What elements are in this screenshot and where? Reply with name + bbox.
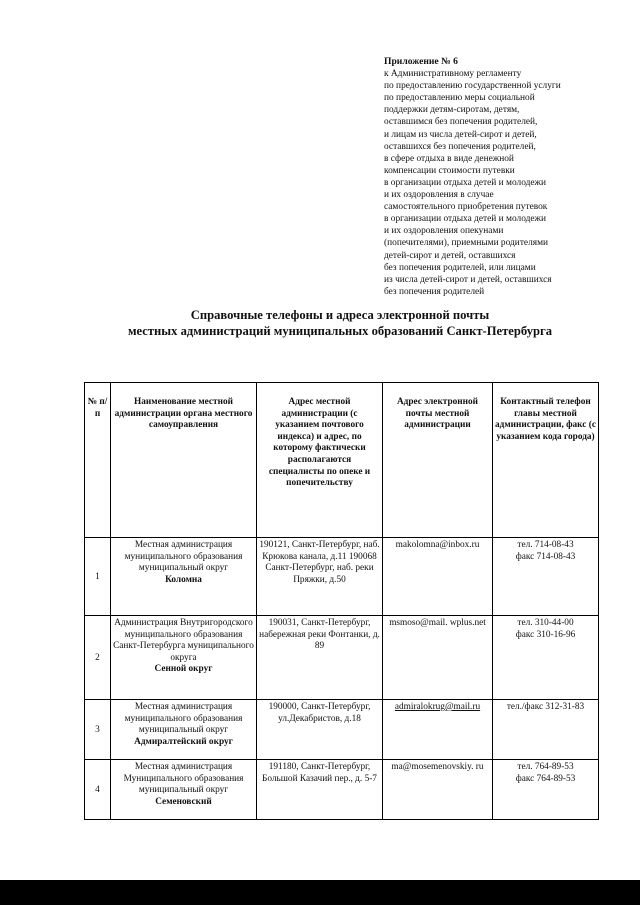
row-address: 190031, Санкт-Петербург, набережная реки Фонтанки, д. 89 [257,616,383,700]
appendix-line: оставшимся без попечения родителей, [384,117,538,128]
row-phone: тел./факс 312-31-83 [506,702,585,712]
row-name: Местная администрация Муниципального образования муниципальный округ [123,762,244,796]
appendix-line: по предоставлению меры социальной [384,93,535,104]
row-address: 190000, Санкт-Петербург, ул.Декабристов, д.18 [257,700,383,760]
row-phone: тел. 714-08-43 [517,540,574,550]
row-number: 4 [85,760,111,820]
row-fax: факс 714-08-43 [515,551,576,562]
header-email: Адрес электронной почты местной администрации [383,383,493,538]
table-row [85,616,599,700]
document-title-line: местных администраций муниципальных образований Санкт-Петербурга [127,324,553,338]
row-name-district: Сенной округ [154,664,213,675]
appendix-line: к Административному регламенту [384,69,522,80]
appendix-line: в организации отдыха детей и молодежи [384,177,547,188]
row-name-cell [111,700,257,760]
appendix-block [384,56,634,298]
appendix-line: и их оздоровления в случае [384,190,494,201]
row-name-district: Семеновский [155,796,212,807]
row-name-cell [111,538,257,616]
appendix-line: оставшихся без попечения родителей, [384,141,536,152]
appendix-line: (попечителями), приемными родителями [384,238,549,249]
appendix-line: самостоятельного приобретения путевок [384,202,548,213]
header-address: Адрес местной администрации (с указанием почтового индекса) и адрес, по которому фактически располагаются специалисты по опеке и попечительству [257,383,383,538]
appendix-line: без попечения родителей, или лицами [384,262,536,273]
header-name: Наименование местной администрации органа местного самоуправления [111,383,257,538]
row-phone: тел. 310-44-00 [517,618,574,628]
row-name: Местная администрация муниципального образования муниципальный округ [124,702,243,736]
row-number: 3 [85,700,111,760]
row-phone-cell [493,760,599,820]
row-name-cell [111,616,257,700]
row-name: Местная администрация муниципального образования муниципальный округ [124,540,243,574]
header-number: № п/п [85,383,111,538]
row-phone: тел. 764-89-53 [517,762,574,772]
table-row [85,760,599,820]
contacts-table [84,382,599,820]
row-fax: факс 764-89-53 [515,773,576,784]
row-phone-cell [493,700,599,760]
appendix-line: без попечения родителей [384,286,485,297]
appendix-line: и их оздоровления опекунами [384,226,504,237]
row-name-cell [111,760,257,820]
document-title [60,307,620,339]
document-title-line: Справочные телефоны и адреса электронной почты [190,308,490,322]
table-header-row [85,383,599,538]
row-name-district: Адмиралтейский округ [134,736,233,747]
header-phone: Контактный телефон главы местной администрации, факс (с указанием кода города) [493,383,599,538]
table-row [85,700,599,760]
appendix-line: и лицам из числа детей-сирот и детей, [384,129,537,140]
row-email: msmoso@mail. wplus.net [383,616,493,700]
row-number: 2 [85,616,111,700]
appendix-line: в сфере отдыха в виде денежной [384,153,514,164]
row-name: Администрация Внутригородского муниципального образования Санкт-Петербурга муниципального округа [113,618,254,663]
row-address: 191180, Санкт-Петербург, Большой Казачий пер., д. 5-7 [257,760,383,820]
appendix-title: Приложение № 6 [384,56,458,67]
row-number: 1 [85,538,111,616]
appendix-line: по предоставлению государственной услуги [384,81,561,92]
row-email[interactable]: admiralokrug@mail.ru [383,700,493,760]
appendix-line: из числа детей-сирот и детей, оставшихся [384,274,552,285]
row-phone-cell [493,538,599,616]
scan-border [0,880,640,905]
table-row [85,538,599,616]
row-fax: факс 310-16-96 [515,629,576,640]
row-email: makolomna@inbox.ru [383,538,493,616]
appendix-line: поддержки детям-сиротам, детям, [384,105,520,116]
appendix-line: детей-сирот и детей, оставшихся [384,250,516,261]
appendix-line: в организации отдыха детей и молодежи [384,214,547,225]
row-name-district: Коломна [165,574,202,585]
appendix-line: компенсации стоимости путевки [384,165,515,176]
row-phone-cell [493,616,599,700]
row-email: ma@mosemenovskiy. ru [383,760,493,820]
row-address: 190121, Санкт-Петербург, наб. Крюкова канала, д.11 190068 Санкт-Петербург, наб. реки Пряжки, д.50 [257,538,383,616]
